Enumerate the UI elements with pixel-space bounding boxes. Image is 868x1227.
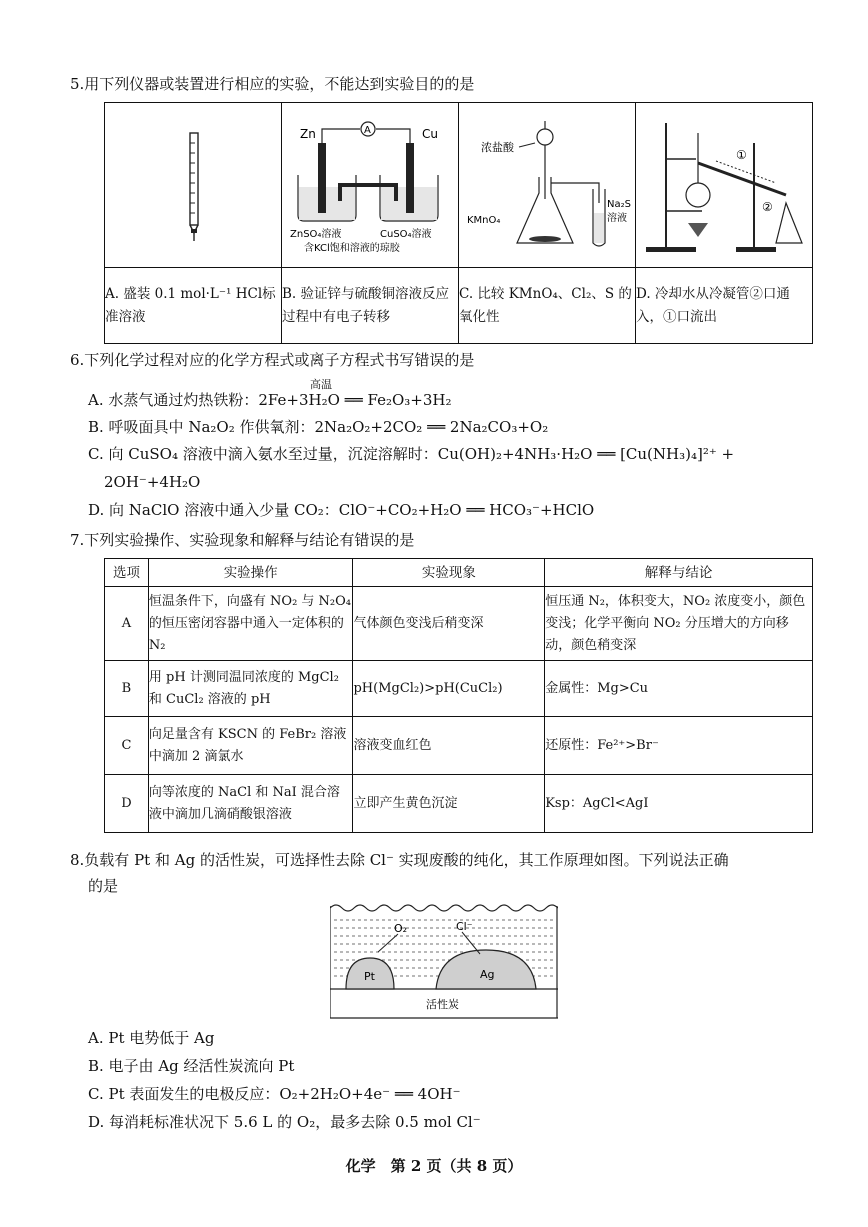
- q8-option-c: C. Pt 表面发生的电极反应：O₂+2H₂O+4e⁻ ══ 4OH⁻: [88, 1085, 461, 1103]
- carbon-label: 活性炭: [426, 998, 459, 1011]
- q8-option-b: B. 电子由 Ag 经活性炭流向 Pt: [88, 1057, 295, 1075]
- q7-row-c: [105, 717, 813, 775]
- salt-bridge-label: 含KCl饱和溶液的琼胶: [304, 243, 400, 254]
- q5-figure-d: [636, 103, 813, 268]
- q5-figure-a: [105, 103, 282, 268]
- na2s-label: Na₂S: [607, 199, 631, 210]
- q7-row-option: B: [105, 661, 149, 717]
- cl-label: Cl⁻: [456, 920, 473, 933]
- q5-stem: 5.用下列仪器或装置进行相应的实验，不能达到实验目的的是: [70, 75, 475, 93]
- q7-table: [104, 558, 813, 833]
- q7-row-b: [105, 661, 813, 717]
- hcl-label: 浓盐酸: [481, 141, 514, 154]
- ammeter-label: A: [364, 125, 371, 136]
- q7-row-conclusion: 金属性：Mg>Cu: [545, 661, 813, 717]
- kmno4-label: KMnO₄: [467, 215, 501, 226]
- q8-diagram: [330, 902, 558, 1020]
- q6-option-c-line1: C. 向 CuSO₄ 溶液中滴入氨水至过量，沉淀溶解时：Cu(OH)₂+4NH₃·H₂O ══ [Cu(NH₃)₄]²⁺ +: [88, 445, 735, 463]
- q7-row-operation: 恒温条件下，向盛有 NO₂ 与 N₂O₄ 的恒压密闭容器中通入一定体积的 N₂: [148, 587, 353, 661]
- q6-option-a: A. 水蒸气通过灼热铁粉：2Fe+3H₂O ══ Fe₂O₃+3H₂: [88, 391, 452, 409]
- port-2-label: ②: [762, 200, 773, 214]
- gas-generation-diagram: [459, 103, 635, 263]
- q8-option-a: A. Pt 电势低于 Ag: [88, 1029, 215, 1047]
- q7-row-phenomenon: 溶液变血红色: [353, 717, 545, 775]
- q5-figure-b: [282, 103, 459, 268]
- q7-header-option: 选项: [105, 559, 149, 587]
- q6-option-b: B. 呼吸面具中 Na₂O₂ 作供氧剂：2Na₂O₂+2CO₂ ══ 2Na₂CO₃+O₂: [88, 418, 549, 436]
- q6-option-c-line2: 2OH⁻+4H₂O: [104, 473, 201, 491]
- q5-option-d: D. 冷却水从冷凝管②口通入，①口流出: [636, 268, 813, 344]
- znso4-label: ZnSO₄溶液: [290, 229, 342, 240]
- q8-stem-line1: 8.负载有 Pt 和 Ag 的活性炭，可选择性去除 Cl⁻ 实现废酸的纯化，其工作原理如图。下列说法正确: [70, 851, 729, 869]
- q7-row-operation: 向足量含有 KSCN 的 FeBr₂ 溶液中滴加 2 滴氯水: [148, 717, 353, 775]
- q7-row-phenomenon: 气体颜色变浅后稍变深: [353, 587, 545, 661]
- q7-header-operation: 实验操作: [148, 559, 353, 587]
- q5-option-c: C. 比较 KMnO₄、Cl₂、S 的氧化性: [459, 268, 636, 344]
- distillation-diagram: [636, 103, 812, 263]
- q6-a-condition: 高温: [310, 378, 332, 391]
- o2-label: O₂: [394, 922, 408, 935]
- q7-row-option: A: [105, 587, 149, 661]
- q7-row-a: [105, 587, 813, 661]
- zn-label: Zn: [300, 127, 316, 141]
- q7-header-conclusion: 解释与结论: [545, 559, 813, 587]
- burette-icon: [105, 103, 281, 263]
- q5-option-b: B. 验证锌与硫酸铜溶液反应过程中有电子转移: [282, 268, 459, 344]
- q7-row-option: C: [105, 717, 149, 775]
- solution-label: 溶液: [607, 213, 627, 224]
- q6-stem: 6.下列化学过程对应的化学方程式或离子方程式书写错误的是: [70, 351, 475, 369]
- q7-row-operation: 用 pH 计测同温同浓度的 MgCl₂ 和 CuCl₂ 溶液的 pH: [148, 661, 353, 717]
- q7-row-d: [105, 775, 813, 833]
- galvanic-cell-diagram: [282, 103, 458, 263]
- q7-row-operation: 向等浓度的 NaCl 和 NaI 混合溶液中滴加几滴硝酸银溶液: [148, 775, 353, 833]
- page-footer: 化学 第 2 页（共 8 页）: [345, 1157, 523, 1175]
- q7-row-option: D: [105, 775, 149, 833]
- q5-option-a: A. 盛装 0.1 mol·L⁻¹ HCl标准溶液: [105, 268, 282, 344]
- q8-option-d: D. 每消耗标准状况下 5.6 L 的 O₂，最多去除 0.5 mol Cl⁻: [88, 1113, 481, 1131]
- pt-label: Pt: [364, 970, 375, 983]
- cuso4-label: CuSO₄溶液: [380, 229, 432, 240]
- q7-row-phenomenon: pH(MgCl₂)>pH(CuCl₂): [353, 661, 545, 717]
- cu-label: Cu: [422, 127, 438, 141]
- ag-label: Ag: [480, 968, 495, 981]
- q7-row-conclusion: 还原性：Fe²⁺>Br⁻: [545, 717, 813, 775]
- q7-header-phenomenon: 实验现象: [353, 559, 545, 587]
- q5-table: [104, 102, 813, 344]
- q7-stem: 7.下列实验操作、实验现象和解释与结论有错误的是: [70, 531, 415, 549]
- q7-row-conclusion: 恒压通 N₂，体积变大，NO₂ 浓度变小，颜色变浅；化学平衡向 NO₂ 分压增大的方向移动，颜色稍变深: [545, 587, 813, 661]
- q8-stem-line2: 的是: [88, 877, 119, 895]
- q7-row-phenomenon: 立即产生黄色沉淀: [353, 775, 545, 833]
- q5-figure-c: [459, 103, 636, 268]
- q6-option-d: D. 向 NaClO 溶液中通入少量 CO₂：ClO⁻+CO₂+H₂O ══ HCO₃⁻+HClO: [88, 501, 595, 519]
- q7-row-conclusion: Ksp：AgCl<AgI: [545, 775, 813, 833]
- port-1-label: ①: [736, 148, 747, 162]
